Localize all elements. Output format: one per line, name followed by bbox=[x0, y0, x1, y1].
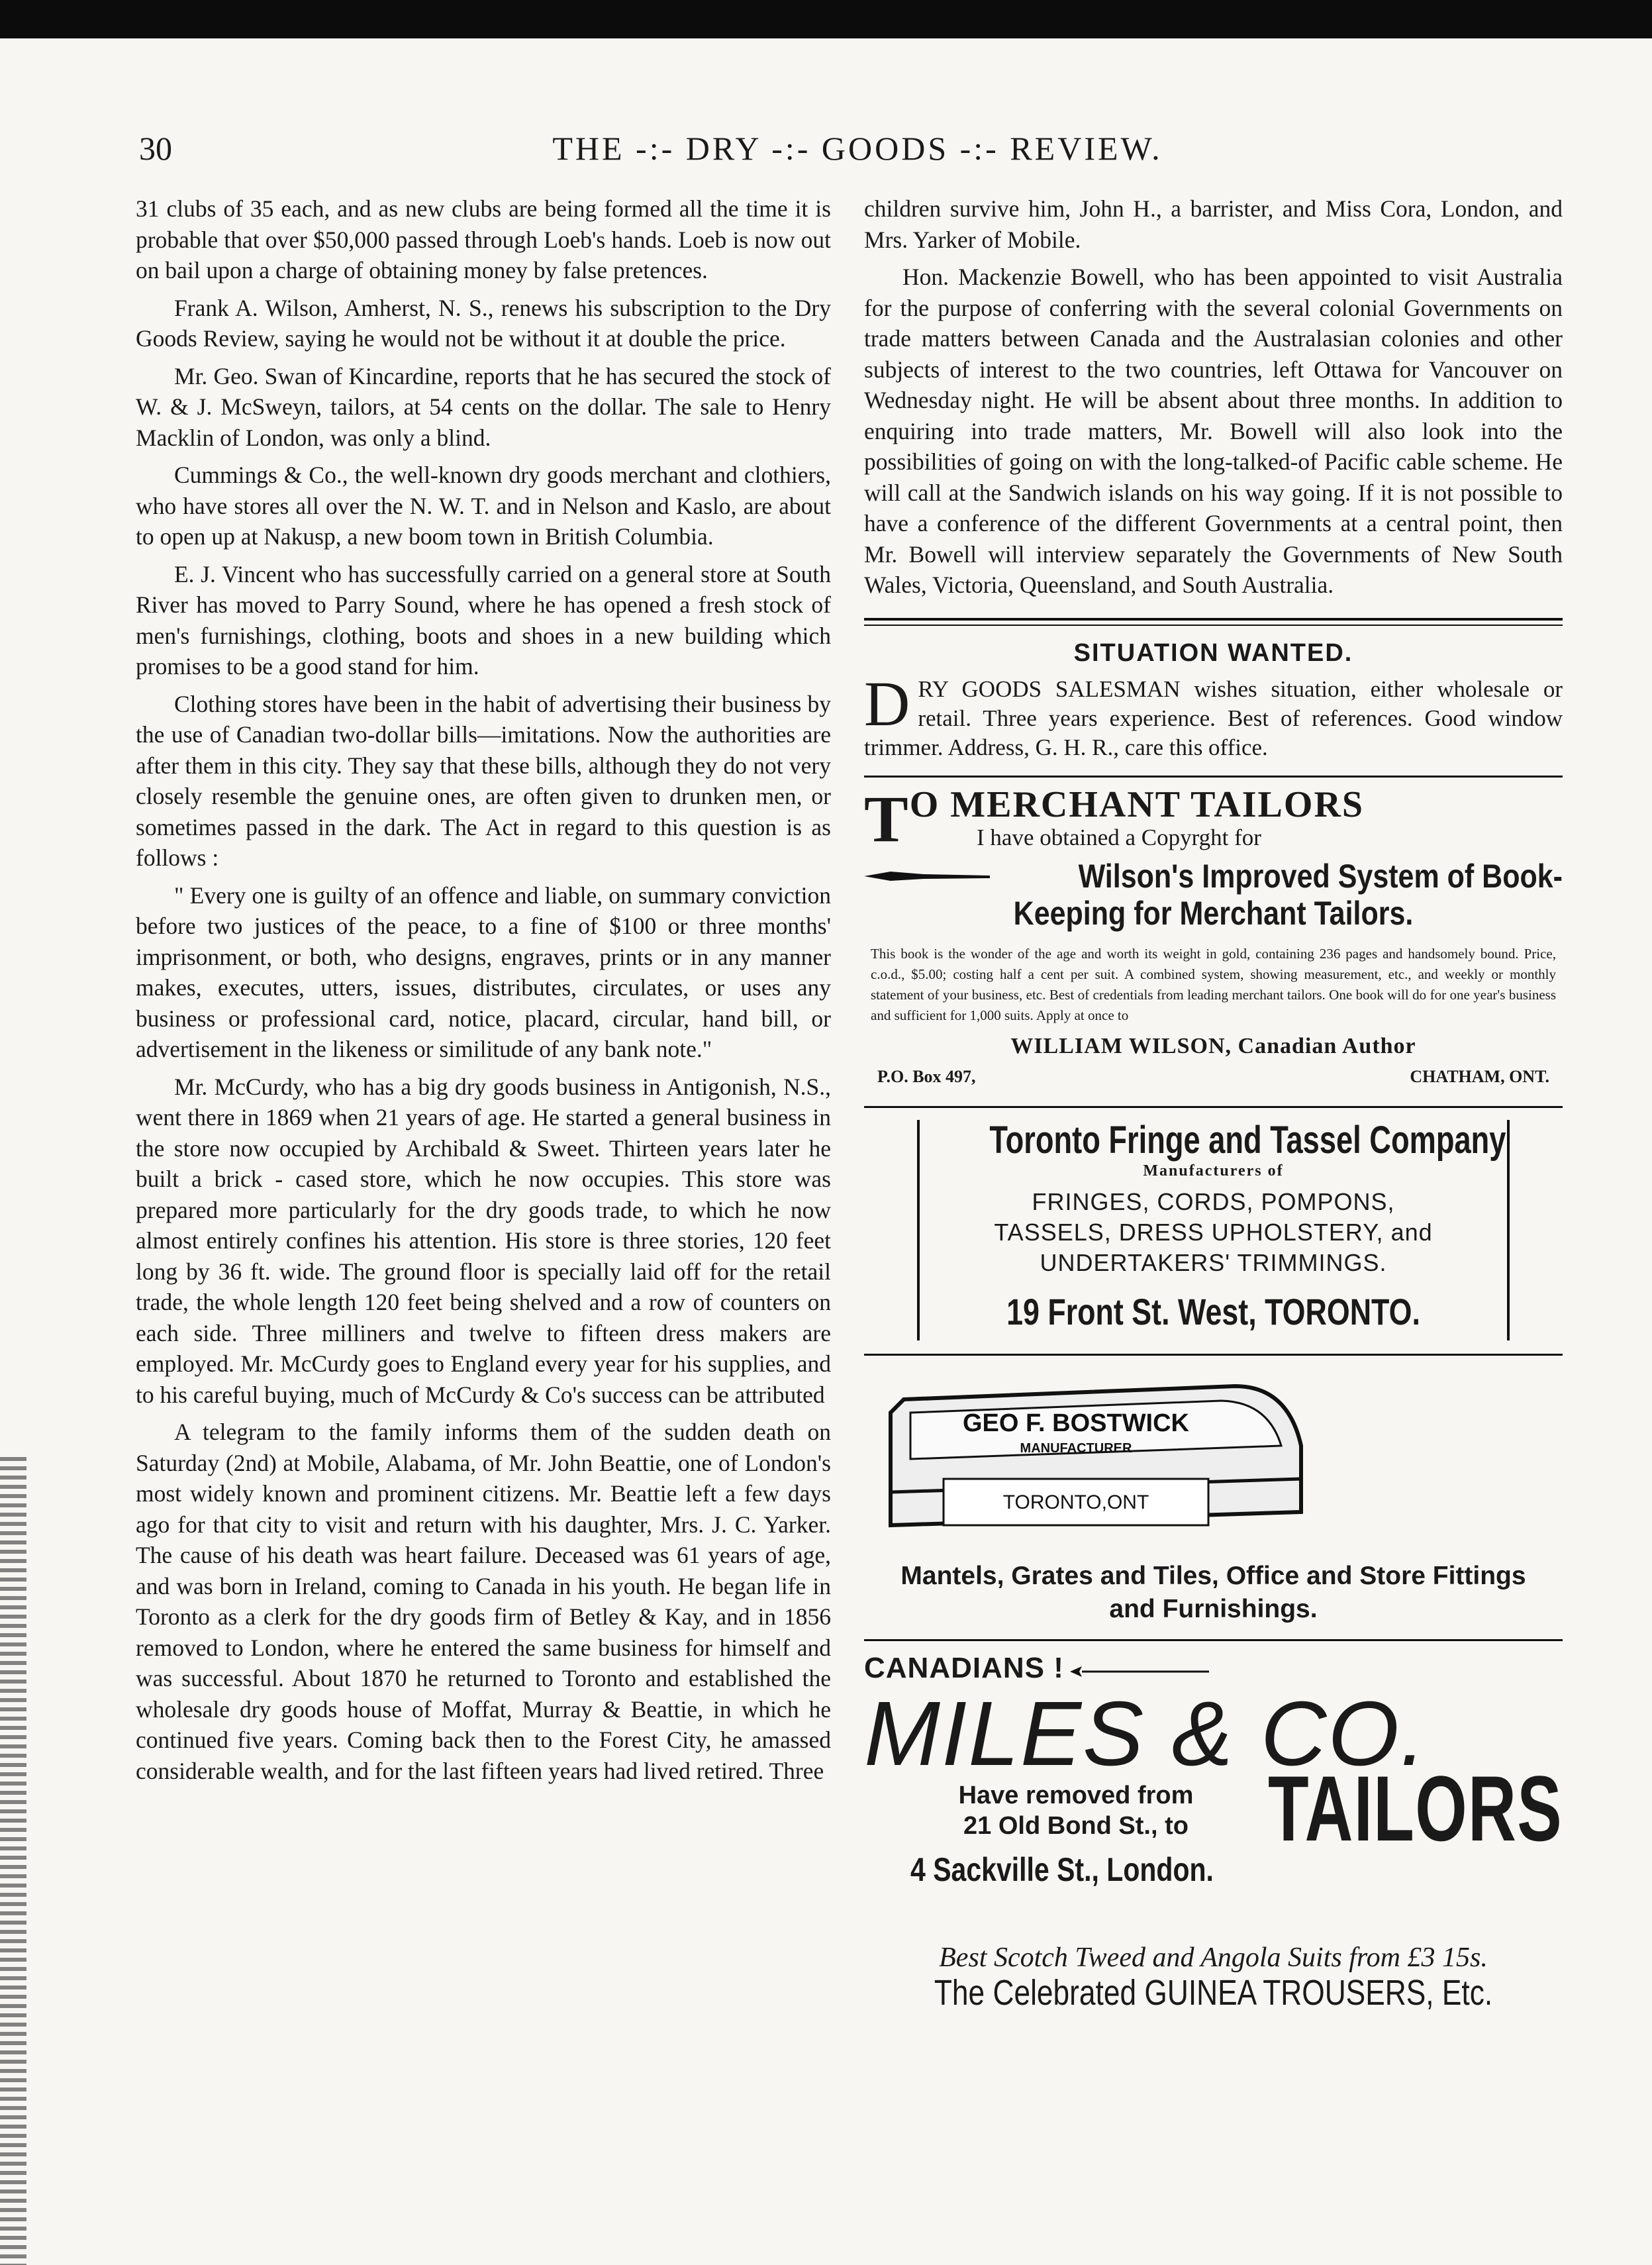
pointing-hand-icon bbox=[1070, 1665, 1216, 1678]
ad-company-name: Toronto Fringe and Tassel Company bbox=[989, 1118, 1506, 1162]
ad-heading: O MERCHANT TAILORS bbox=[909, 784, 1365, 825]
ad-line: Have removed from bbox=[958, 1782, 1194, 1809]
ad-subtitle: Manufacturers of bbox=[1143, 1162, 1284, 1180]
ad-body: RY GOODS SALESMAN wishes situation, either wholesale or retail. Three years experience. Best of references. Good window trimmer. Address, G. H. R., care this office. bbox=[864, 676, 1563, 760]
ad-line: The Celebrated GUINEA TROUSERS, Etc. bbox=[934, 1972, 1493, 2013]
ad-title: SITUATION WANTED. bbox=[1073, 638, 1353, 667]
case-text: MANUFACTURER bbox=[1020, 1441, 1132, 1456]
ad-products: FRINGES, CORDS, POMPONS, bbox=[1032, 1187, 1395, 1215]
ad-line: Best Scotch Tweed and Angola Suits from £3 15s. bbox=[939, 1942, 1488, 1973]
section-divider bbox=[864, 776, 1563, 778]
ad-company-name: MILES & CO. bbox=[864, 1683, 1428, 1785]
ad-author: WILLIAM WILSON, Canadian Author bbox=[1010, 1033, 1416, 1058]
page-top-border bbox=[0, 0, 1652, 38]
ad-line: 21 Old Bond St., to bbox=[963, 1812, 1189, 1840]
article-paragraph: children survive him, John H., a barrister, and Miss Cora, London, and Mrs. Yarker of Mobile. bbox=[864, 195, 1563, 253]
ad-title-line: Keeping for Merchant Tailors. bbox=[1013, 894, 1414, 932]
article-paragraph: Hon. Mackenzie Bowell, who has been appointed to visit Australia for the purpose of conferring with the several colonial Governments on trade matters between Canada and the Australasian colonies and other subjects of interest to the two countries, left Ottawa for Vancouver on Wednesday night. He will be absent about three months. In addition to enquiring into trade matters, Mr. Bowell will also look into the possibilities of going on with the long-talked-of Pacific cable scheme. He will call at the Sandwich islands on his way going. If it is not possible to have a conference of the different Governments at a central point, then Mr. Bowell will interview separately the Governments of New South Wales, Victoria, Queensland, and South Australia. bbox=[864, 264, 1563, 598]
section-divider bbox=[864, 1639, 1563, 1641]
page-header bbox=[139, 129, 1576, 176]
ad-products: UNDERTAKERS' TRIMMINGS. bbox=[1040, 1248, 1387, 1276]
ad-kicker: CANADIANS ! bbox=[864, 1651, 1064, 1684]
showcase-illustration bbox=[864, 1373, 1328, 1538]
page-scan-edge bbox=[0, 1457, 26, 2265]
article-paragraph: 31 clubs of 35 each, and as new clubs are being formed all the time it is probable that over $50,000 passed through Loeb's hands. Loeb is now out on bail upon a charge of obtaining money by false pretences. bbox=[136, 195, 831, 283]
article-paragraph: Mr. McCurdy, who has a big dry goods business in Antigonish, N.S., went there in 1869 when 21 years of age. He started a general business in the store now occupied by Archibald & Sweet. Thirteen years later he built a brick - cased store, which he now occupies. This store was prepared more particularly for the dry goods trade, to which he now almost entirely confines his attention. His store is three stories, 120 feet long by 36 ft. wide. The ground floor is specially laid off for the retail trade, the whole length 120 feet being shelved and a row of counters on each side. Three milliners and twelve to fifteen dress makers are employed. Mr. McCurdy goes to England every year for his supplies, and to his careful buying, much of McCurdy & Co's success can be attributed bbox=[136, 1073, 831, 1408]
ad-city: CHATHAM, ONT. bbox=[1410, 1067, 1549, 1086]
article-paragraph: Mr. Geo. Swan of Kincardine, reports that he has secured the stock of W. & J. McSweyn, tailors, at 54 cents on the dollar. The sale to Henry Macklin of London, was only a blind. bbox=[136, 362, 831, 451]
article-paragraph: Clothing stores have been in the habit of advertising their business by the use of Canadian two-dollar bills—imitations. Now the authorities are after them in this city. They say that these bills, although they do not very closely resemble the genuine ones, are often given to drunken men, or sometimes passed in the dark. The Act in regard to this question is as follows : bbox=[136, 690, 831, 871]
article-paragraph: E. J. Vincent who has successfully carried on a general store at South River has moved to Parry Sound, where he has opened a fresh stock of men's furnishings, clothing, boots and shoes in a new building which promises to be a good stand for him. bbox=[136, 560, 831, 680]
article-paragraph: Frank A. Wilson, Amherst, N. S., renews his subscription to the Dry Goods Review, saying he would not be without it at double the price. bbox=[136, 294, 831, 352]
ad-title-line: Wilson's Improved System of Book- bbox=[1078, 857, 1563, 895]
running-head: THE -:- DRY -:- GOODS -:- REVIEW. bbox=[552, 130, 1163, 167]
section-divider bbox=[864, 1354, 1563, 1356]
case-text: GEO F. BOSTWICK bbox=[963, 1409, 1189, 1437]
section-divider bbox=[864, 618, 1563, 626]
section-divider bbox=[864, 1106, 1563, 1108]
merchant-tailors-ad bbox=[864, 782, 1563, 1093]
ad-caption: and Furnishings. bbox=[1109, 1594, 1318, 1623]
ad-po-box: P.O. Box 497, bbox=[877, 1067, 976, 1086]
ad-address: 4 Sackville St., London. bbox=[910, 1851, 1214, 1888]
fringe-company-ad bbox=[917, 1120, 1510, 1341]
article-paragraph: A telegram to the family informs them of the sudden death on Saturday (2nd) at Mobile, Alabama, of Mr. John Beattie, one of London's most widely known and prominent citizens. Mr. Beattie left a few days ago for that city to visit and return with his daughter, Mrs. J. C. Yarker. The cause of his death was heart failure. Deceased was 61 years of age, and was born in Ireland, coming to Canada in his youth. He began life in Toronto as a clerk for the dry goods firm of Betley & Kay, and in 1856 removed to London, where he entered the same business for himself and was successful. About 1870 he returned to Toronto and established the wholesale dry goods house of Moffat, Murray & Beattie, in which he continued five years. Coming back then to the Forest City, he amassed considerable wealth, and for the last fifteen years had lived retired. Three bbox=[136, 1419, 831, 1784]
article-quote: " Every one is guilty of an offence and liable, on summary conviction before two justices of the peace, to a fine of $100 or three months' imprisonment, or both, who designs, engraves, prints or in any manner makes, executes, utters, issues, distributes, circulates, or uses any business or professional card, notice, placard, circular, hand bill, or advertisement in the likeness or similitude of any bank note." bbox=[136, 881, 831, 1062]
ad-trade: TAILORS bbox=[1268, 1756, 1563, 1860]
ad-small-print: This book is the wonder of the age and worth its weight in gold, containing 236 pages and handsomely bound. Price, c.o.d., $5.00; costing half a cent per suit. A combined system, showing measurement, etc., and weekly or monthly statement of your business, etc. Best of credentials from leading merchant tailors. One book will do for one year's business and sufficient for 1,000 suits. Apply at once to bbox=[871, 945, 1556, 1023]
drop-cap: T bbox=[864, 782, 910, 856]
left-column bbox=[136, 193, 831, 1793]
right-column bbox=[864, 193, 1563, 2013]
ad-address: 19 Front St. West, TORONTO. bbox=[1006, 1290, 1420, 1333]
case-text: TORONTO,ONT bbox=[1002, 1491, 1149, 1513]
drop-cap: D bbox=[864, 668, 910, 739]
article-paragraph: Cummings & Co., the well-known dry goods merchant and clothiers, who have stores all over the N. W. T. and in Nelson and Kaslo, are about to open up at Nakusp, a new boom town in British Columbia. bbox=[136, 462, 831, 550]
ad-caption: Mantels, Grates and Tiles, Office and Store Fittings bbox=[900, 1561, 1526, 1590]
situation-wanted-ad bbox=[864, 638, 1563, 763]
ad-products: TASSELS, DRESS UPHOLSTERY, and bbox=[994, 1218, 1433, 1246]
bostwick-ad bbox=[864, 1368, 1563, 1626]
ad-line: I have obtained a Copyrght for bbox=[977, 825, 1261, 850]
page-number: 30 bbox=[139, 130, 172, 167]
miles-co-ad bbox=[864, 1651, 1563, 2013]
pointing-hand-icon bbox=[864, 870, 990, 882]
